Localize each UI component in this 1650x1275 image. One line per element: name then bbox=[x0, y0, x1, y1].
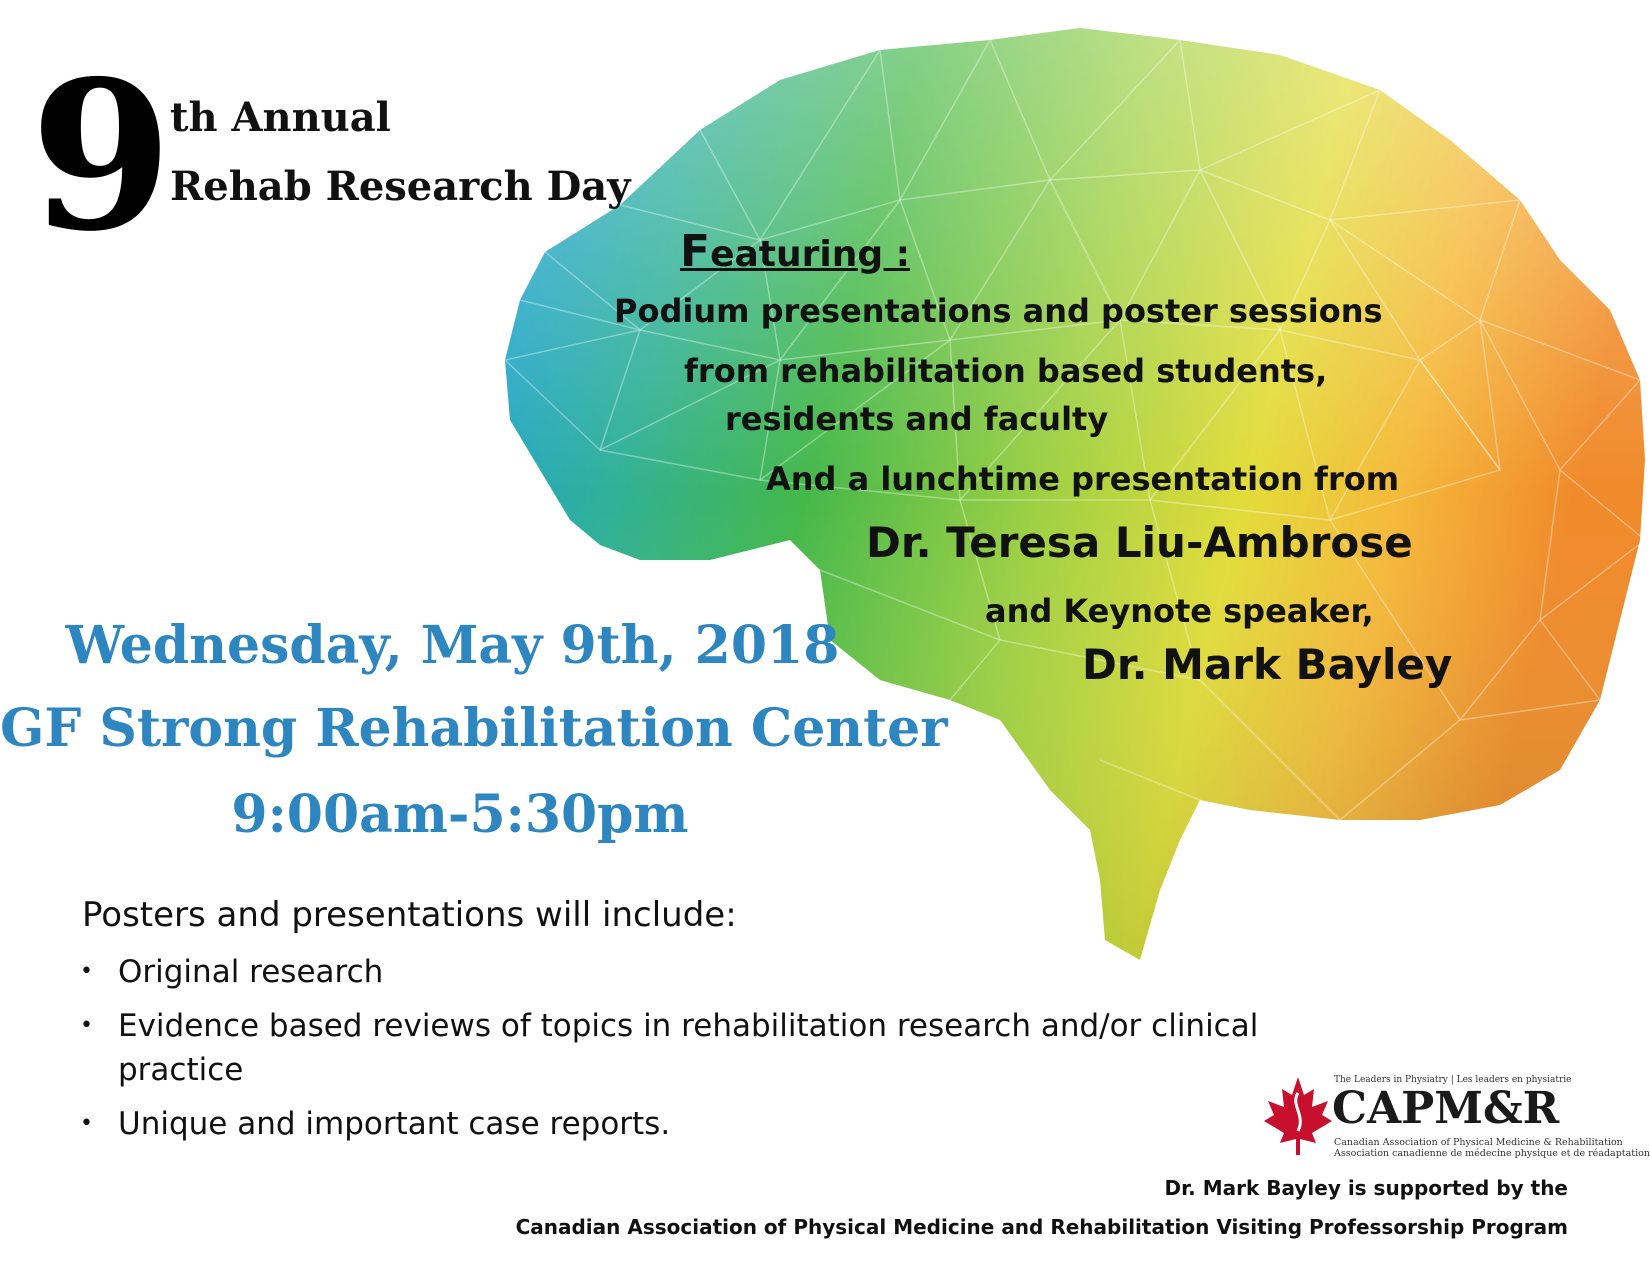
featuring-line-4: And a lunchtime presentation from bbox=[766, 460, 1400, 498]
event-date: Wednesday, May 9th, 2018 bbox=[65, 615, 840, 676]
featuring-line-5: and Keynote speaker, bbox=[985, 592, 1374, 630]
list-item: • Original research bbox=[80, 950, 1380, 994]
logo-tagline: The Leaders in Physiatry | Les leaders en physiatrie bbox=[1334, 1075, 1572, 1085]
includes-title: Posters and presentations will include: bbox=[82, 895, 737, 935]
title-line-annual: th Annual bbox=[170, 94, 391, 141]
capmr-logo bbox=[1262, 1075, 1650, 1160]
logo-wordmark: CAPM&R bbox=[1332, 1083, 1560, 1134]
title-line-event: Rehab Research Day bbox=[170, 163, 631, 210]
featuring-line-2: from rehabilitation based students, bbox=[684, 352, 1328, 390]
featuring-heading: Featuring : bbox=[680, 226, 911, 277]
support-line-2: Canadian Association of Physical Medicine and Rehabilitation Visiting Professorship Program bbox=[515, 1215, 1568, 1239]
event-location: GF Strong Rehabilitation Center bbox=[0, 698, 948, 759]
includes-list bbox=[80, 950, 1380, 1156]
event-time: 9:00am-5:30pm bbox=[231, 784, 689, 845]
list-item: • Unique and important case reports. bbox=[80, 1102, 1380, 1146]
featuring-line-3: residents and faculty bbox=[725, 400, 1109, 438]
list-item: • Evidence based reviews of topics in rehabilitation research and/or clinical practice bbox=[80, 1004, 1380, 1092]
speaker-bayley: Dr. Mark Bayley bbox=[1082, 640, 1453, 689]
featuring-line-1: Podium presentations and poster sessions bbox=[614, 292, 1383, 330]
maple-leaf-icon bbox=[1262, 1075, 1334, 1157]
logo-name-fr: Association canadienne de médecine physique et de réadaptation bbox=[1334, 1148, 1650, 1159]
logo-name-en: Canadian Association of Physical Medicine & Rehabilitation bbox=[1334, 1137, 1623, 1148]
speaker-liu-ambrose: Dr. Teresa Liu-Ambrose bbox=[866, 518, 1413, 567]
edition-number: 9 bbox=[30, 37, 173, 277]
support-line-1: Dr. Mark Bayley is supported by the bbox=[1164, 1176, 1568, 1200]
